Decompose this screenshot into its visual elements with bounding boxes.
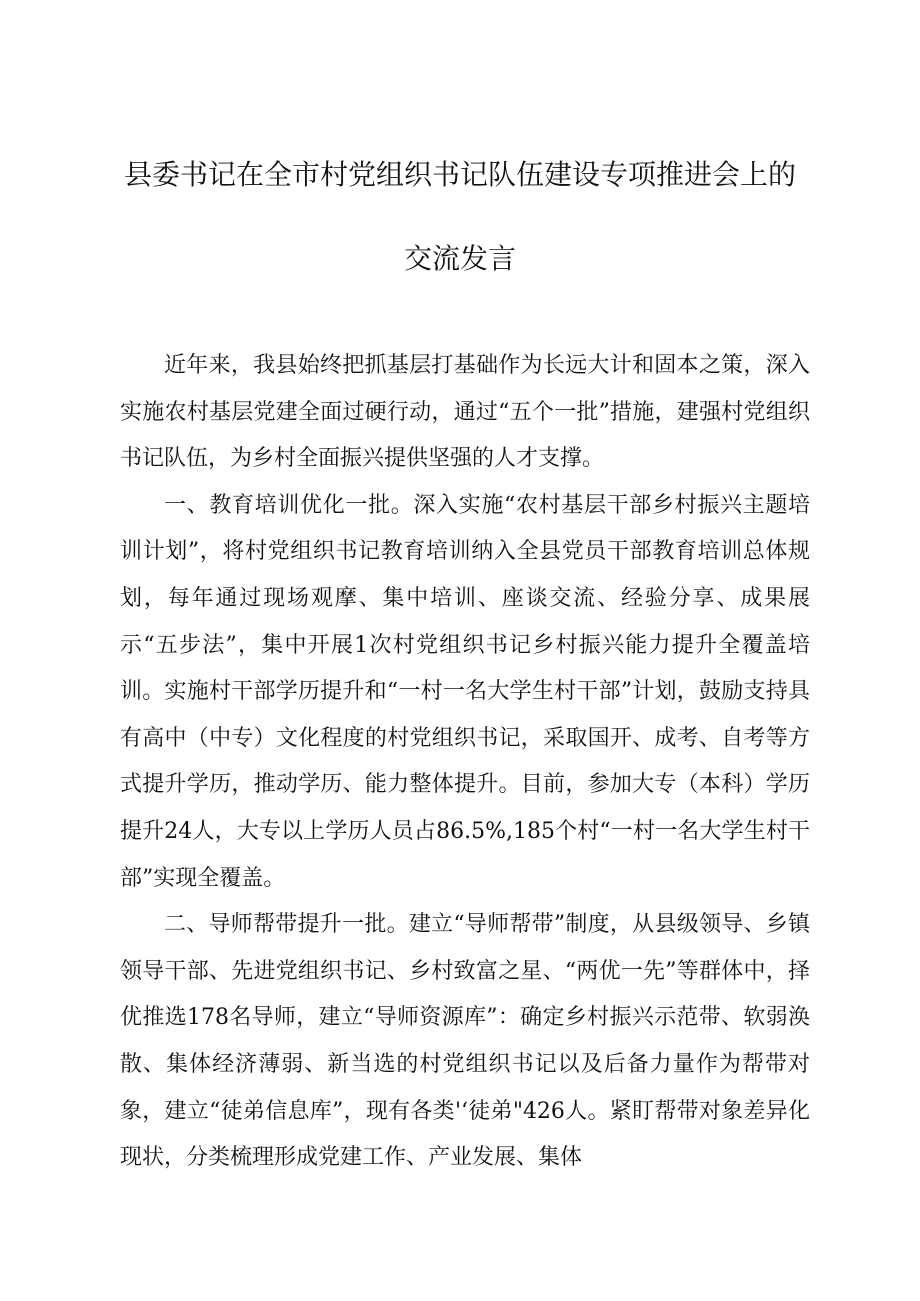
paragraph-intro: 近年来，我县始终把抓基层打基础作为长远大计和固本之策，深入实施农村基层党建全面过硬行动，通过“五个一批”措施，建强村党组织书记队伍，为乡村全面振兴提供坚强的人才支撑。: [120, 353, 810, 472]
paragraph-section-2: 二、导师帮带提升一批。建立“导师帮带”制度，从县级领导、乡镇领导干部、先进党组织书记、乡村致富之星、“两优一先”等群体中，择优推选178名导师，建立“导师资源库”：确定乡村振兴示范带、软弱涣散、集体经济薄弱、新当选的村党组织书记以及后备力量作为帮带对象，建立“徒弟信息库”，现有各类'‘徒弟"426人。紧盯帮带对象差异化现状，分类梳理形成党建工作、产业发展、集体: [120, 912, 810, 1171]
paragraph-section-1: 一、教育培训优化一批。深入实施“农村基层干部乡村振兴主题培训计划”，将村党组织书记教育培训纳入全县党员干部教育培训总体规划，每年通过现场观摩、集中培训、座谈交流、经验分享、成果展示“五步法”，集中开展1次村党组织书记乡村振兴能力提升全覆盖培训。实施村干部学历提升和“一村一名大学生村干部”计划，鼓励支持具有高中（中专）文化程度的村党组织书记，采取国开、成考、自考等方式提升学历，推动学历、能力整体提升。目前，参加大专（本科）学历提升24人，大专以上学历人员占86.5%,185个村“一村一名大学生村干部”实现全覆盖。: [120, 492, 810, 891]
document-body: [120, 343, 810, 1182]
document-title-line-1: 县委书记在全市村党组织书记队伍建设专项推进会上的: [123, 158, 796, 191]
document-title-line-2: 交流发言: [403, 242, 516, 275]
